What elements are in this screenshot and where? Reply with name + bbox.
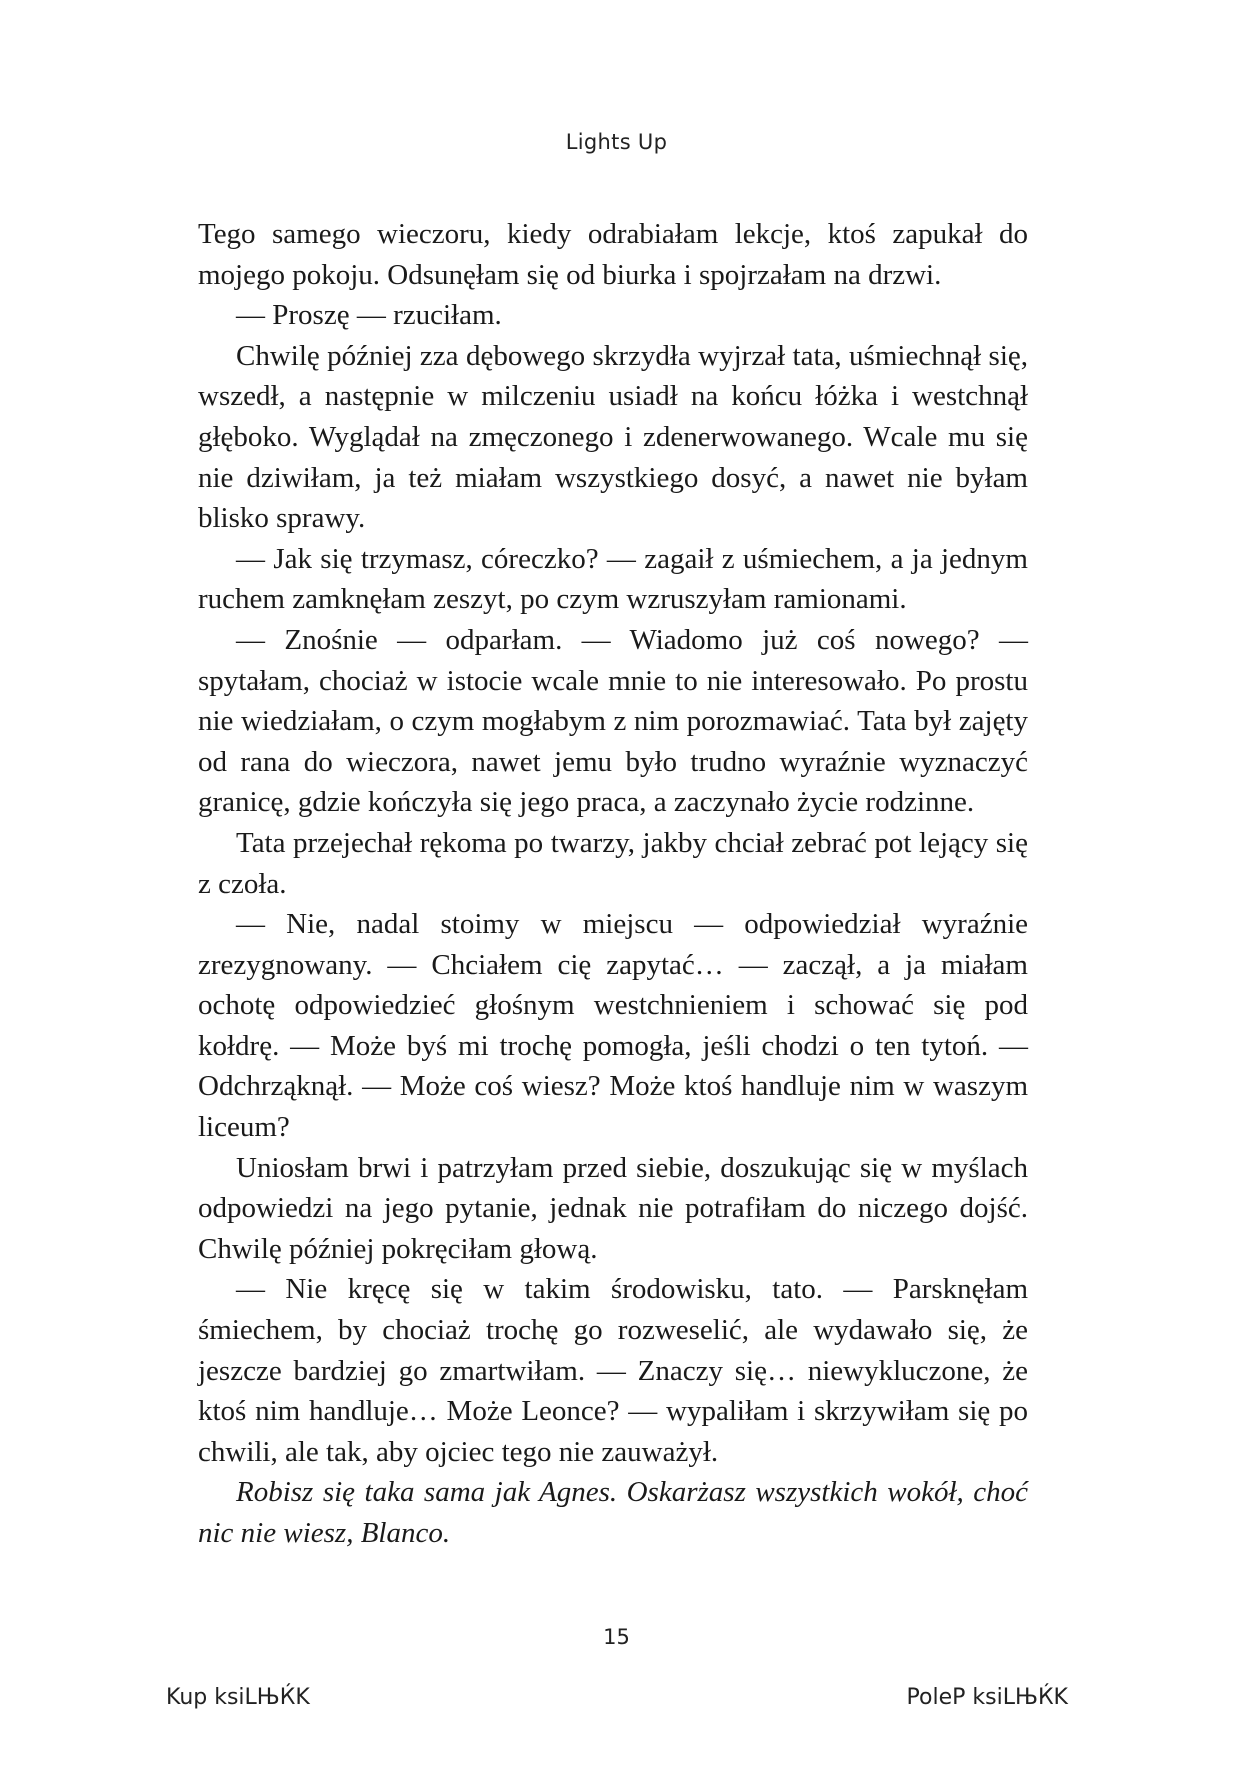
page-number: 15 [603, 1625, 630, 1649]
paragraph: Tego samego wieczoru, kiedy odrabiałam lekcje, ktoś zapukał do mojego pokoju. Odsunęłam się od biurka i spojrzałam na drzwi. [198, 218, 1028, 291]
paragraph: Chwilę później zza dębowego skrzydła wyjrzał tata, uśmiechnął się, wszedł, a następnie w milczeniu usiadł na końcu łóżka i westchnął głęboko. Wyglądał na zmęczonego i zdenerwowanego. Wcale mu się nie dziwiłam, ja też miałam wszystkiego dosyć, a nawet nie byłam blisko sprawy. [198, 339, 1028, 535]
paragraph: — Jak się trzymasz, córeczko? — zagaił z uśmiechem, a ja jednym ruchem zamknęłam zeszyt, po czym wzruszyłam ramionami. [198, 542, 1028, 616]
paragraph: Uniosłam brwi i patrzyłam przed siebie, doszukując się w myślach odpowiedzi na jego pytanie, jednak nie potrafiłam do niczego dojść. Chwilę później pokręciłam głową. [198, 1151, 1028, 1265]
italic-paragraph: Robisz się taka sama jak Agnes. Oskarżasz wszystkich wokół, choć nic nie wiesz, Blanco. [198, 1476, 1028, 1549]
paragraph: — Nie, nadal stoimy w miejscu — odpowiedział wyraźnie zrezygnowany. — Chciałem cię zapytać… — zaczął, a ja miałam ochotę odpowiedzieć głośnym westchnieniem i schować się pod kołdrę. — Może byś mi trochę pomogła, jeśli chodzi o ten tytoń. — Odchrząknął. — Może coś wiesz? Może ktoś handluje nim w waszym liceum? [198, 908, 1028, 1144]
paragraph: — Nie kręcę się w takim środowisku, tato. — Parsknęłam śmiechem, by chociaż trochę go rozweselić, ale wydawało się, że jeszcze bardziej go zmartwiłam. — Znaczy się… niewykluczone, że ktoś nim handluje… Może Leonce? — wypaliłam i skrzywiłam się po chwili, ale tak, aby ojciec tego nie zauważył. [198, 1273, 1028, 1468]
paragraph: Tata przejechał rękoma po twarzy, jakby chciał zebrać pot lejący się z czoła. [198, 826, 1028, 900]
running-header: Lights Up [565, 130, 668, 154]
paragraph: — Proszę — rzuciłam. [236, 299, 502, 332]
paragraph: — Znośnie — odparłam. — Wiadomo już coś nowego? — spytałam, chociaż w istocie wcale mnie to nie interesowało. Po prostu nie wiedziałam, o czym mogłabym z nim porozmawiać. Tata był zajęty od rana do wieczora, nawet jemu było trudno wyraźnie wyznaczyć granicę, gdzie kończyła się jego praca, a zaczynało życie rodzinne. [198, 623, 1028, 819]
body-text [198, 214, 1028, 1554]
footer-recommend-link[interactable]: PoleP ksiLЊЌK [906, 1685, 1068, 1710]
footer-buy-link[interactable]: Kup ksiLЊЌK [166, 1685, 310, 1710]
